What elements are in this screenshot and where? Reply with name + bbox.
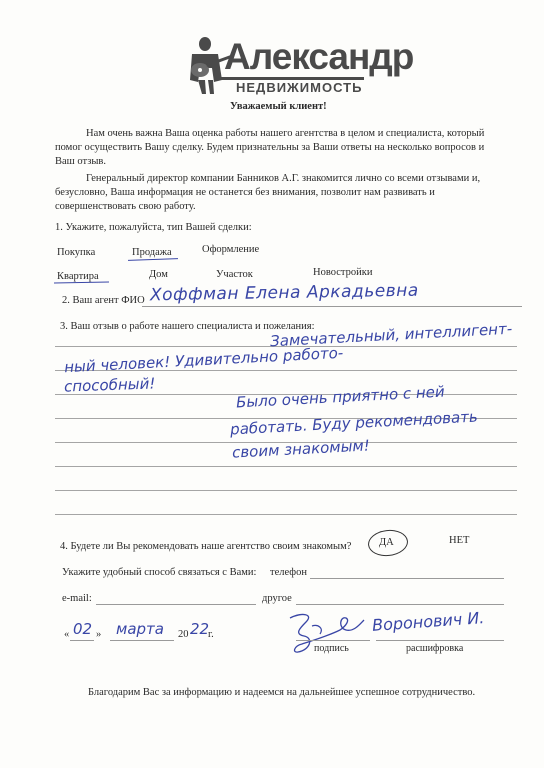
intro-line: безусловно, Ваша информация не останется без внимания, позволит нам развивать и (55, 187, 435, 198)
review-handwritten-line[interactable]: работать. Буду рекомендовать (229, 407, 479, 439)
option-sale[interactable]: Продажа (132, 247, 172, 258)
review-handwritten-line[interactable]: способный! (63, 374, 156, 396)
email-label: e-mail: (62, 593, 92, 604)
decoding-line (376, 640, 504, 641)
date-month-handwritten[interactable]: марта (116, 620, 164, 638)
review-line (55, 490, 517, 491)
agent-name-line (142, 306, 522, 307)
question-1-label: 1. Укажите, пожалуйста, тип Вашей сделки: (55, 222, 252, 233)
decoding-handwritten[interactable]: Воронович И. (371, 608, 485, 635)
other-contact-field[interactable] (296, 604, 504, 605)
review-handwritten-line[interactable]: ный человек! Удивительно работо- (63, 343, 344, 377)
option-purchase[interactable]: Покупка (57, 247, 96, 258)
decoding-label: расшифровка (406, 643, 464, 654)
other-label: другое (262, 593, 292, 604)
option-land[interactable]: Участок (216, 269, 253, 280)
review-handwritten-line[interactable]: своим знакомым! (231, 436, 371, 462)
signature-line (296, 640, 370, 641)
greeting-heading: Уважаемый клиент! (230, 101, 327, 112)
option-house[interactable]: Дом (149, 269, 168, 280)
date-quote-close: » (96, 629, 102, 640)
date-day-line (70, 640, 94, 641)
footer-thanks: Благодарим Вас за информацию и надеемся на дальнейшее успешное сотрудничество. (88, 687, 476, 698)
intro-line: совершенствовать свою работу. (55, 201, 196, 212)
question-3-label: 3. Ваш отзыв о работе нашего специалиста и пожелания: (60, 321, 315, 332)
agent-name-handwritten[interactable]: Хоффман Елена Аркадьевна (149, 280, 419, 306)
intro-line: Нам очень важна Ваша оценка работы нашего агентства в целом и специалиста, который (86, 128, 485, 139)
option-registration[interactable]: Оформление (202, 244, 260, 255)
contact-label: Укажите удобный способ связаться с Вами: (62, 567, 257, 578)
answer-yes[interactable]: ДА (379, 537, 394, 548)
email-field[interactable] (96, 604, 256, 605)
date-day-handwritten[interactable]: 02 (73, 620, 93, 638)
intro-line: Генеральный директор компании Баннико​в А.Г. знакомится лично со всеми отзывами и, (86, 173, 481, 184)
review-handwritten-line[interactable]: Замечательный, интеллигент- (269, 319, 513, 351)
review-line (55, 514, 517, 515)
logo-wordmark: Александр (224, 36, 414, 77)
date-month-line (110, 640, 174, 641)
date-year-prefix: 20 (178, 629, 189, 640)
phone-label: телефон (270, 567, 307, 578)
signature-label: подпись (314, 643, 349, 654)
question-2-label: 2. Ваш агент ФИО (62, 295, 145, 306)
phone-field[interactable] (310, 578, 504, 579)
review-line (55, 466, 517, 467)
date-year-suffix: г. (208, 629, 214, 640)
logo-subtitle: НЕДВИЖИМОСТЬ (236, 80, 363, 95)
review-handwritten-line[interactable]: Было очень приятно с ней (235, 382, 446, 412)
answer-no[interactable]: НЕТ (449, 535, 470, 546)
question-4-label: 4. Будете ли Вы рекомендовать наше агентство своим знакомым? (60, 541, 352, 552)
option-apartment[interactable]: Квартира (57, 271, 99, 282)
intro-line: помог осуществить Вашу сделку. Будем признательны за Ваши ответы на несколько вопросов и (55, 142, 485, 153)
option-new-buildings[interactable]: Новостройки (313, 267, 373, 278)
date-year-handwritten[interactable]: 22 (190, 620, 210, 638)
intro-line: Ваш отзыв. (55, 156, 106, 167)
date-quote-open: « (64, 629, 70, 640)
